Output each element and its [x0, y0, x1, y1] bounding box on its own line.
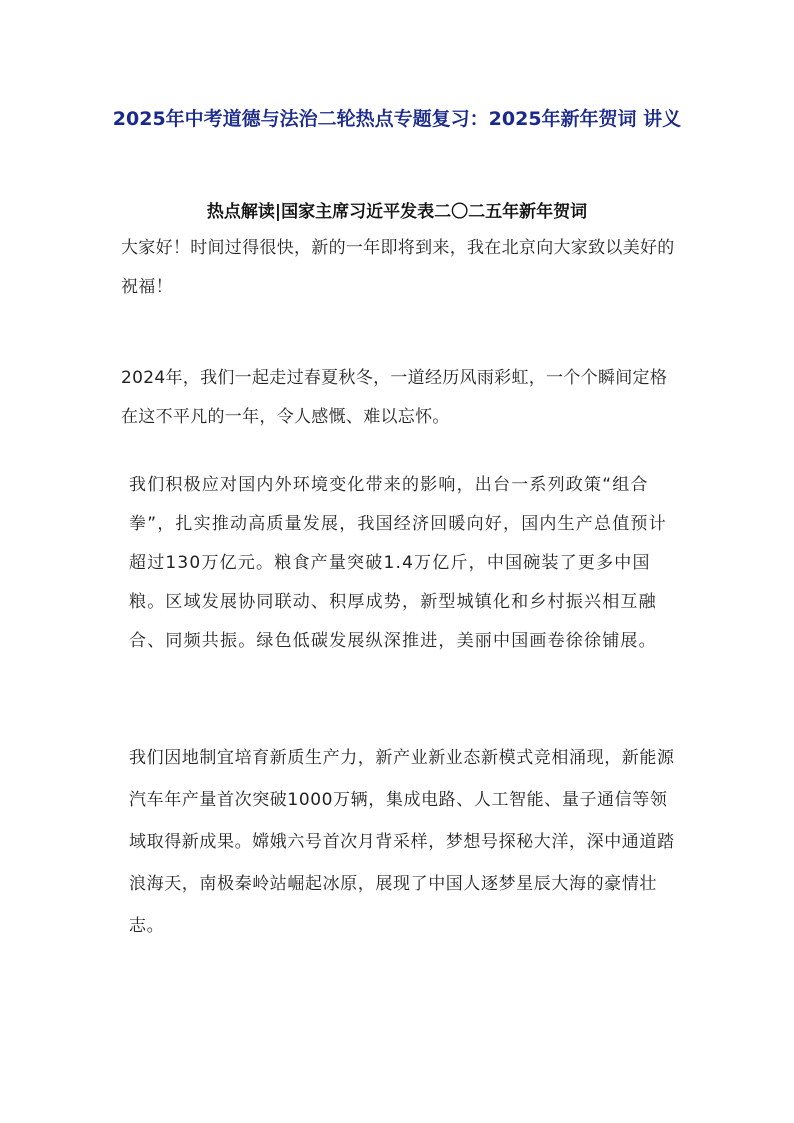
- paragraph-year-review: 2024年，我们一起走过春夏秋冬，一道经历风雨彩虹，一个个瞬间定格在这不平凡的一年，令人感慨、难以忘怀。: [121, 368, 668, 427]
- paragraph-greeting: 大家好！时间过得很快，新的一年即将到来，我在北京向大家致以美好的祝福！: [121, 238, 675, 297]
- document-title: 2025年中考道德与法治二轮热点专题复习：2025年新年贺词 讲义: [112, 108, 682, 130]
- document-subtitle: 热点解读|国家主席习近平发表二〇二五年新年贺词: [206, 202, 588, 222]
- paragraph-innovation: 我们因地制宜培育新质生产力，新产业新业态新模式竞相涌现，新能源汽车年产量首次突破1000万辆，集成电路、人工智能、量子通信等领域取得新成果。嫦娥六号首次月背采样，梦想号探秘大洋，深中通道踏浪海天，南极秦岭站崛起冰原，展现了中国人逐梦星辰大海的豪情壮志。: [129, 748, 675, 936]
- paragraph-economy: 我们积极应对国内外环境变化带来的影响，出台一系列政策“组合拳”，扎实推动高质量发展，我国经济回暖向好，国内生产总值预计超过130万亿元。粮食产量突破1.4万亿斤，中国碗装了更多中国粮。区域发展协同联动、积厚成势，新型城镇化和乡村振兴相互融合、同频共振。绿色低碳发展纵深推进，美丽中国画卷徐徐铺展。: [129, 475, 667, 651]
